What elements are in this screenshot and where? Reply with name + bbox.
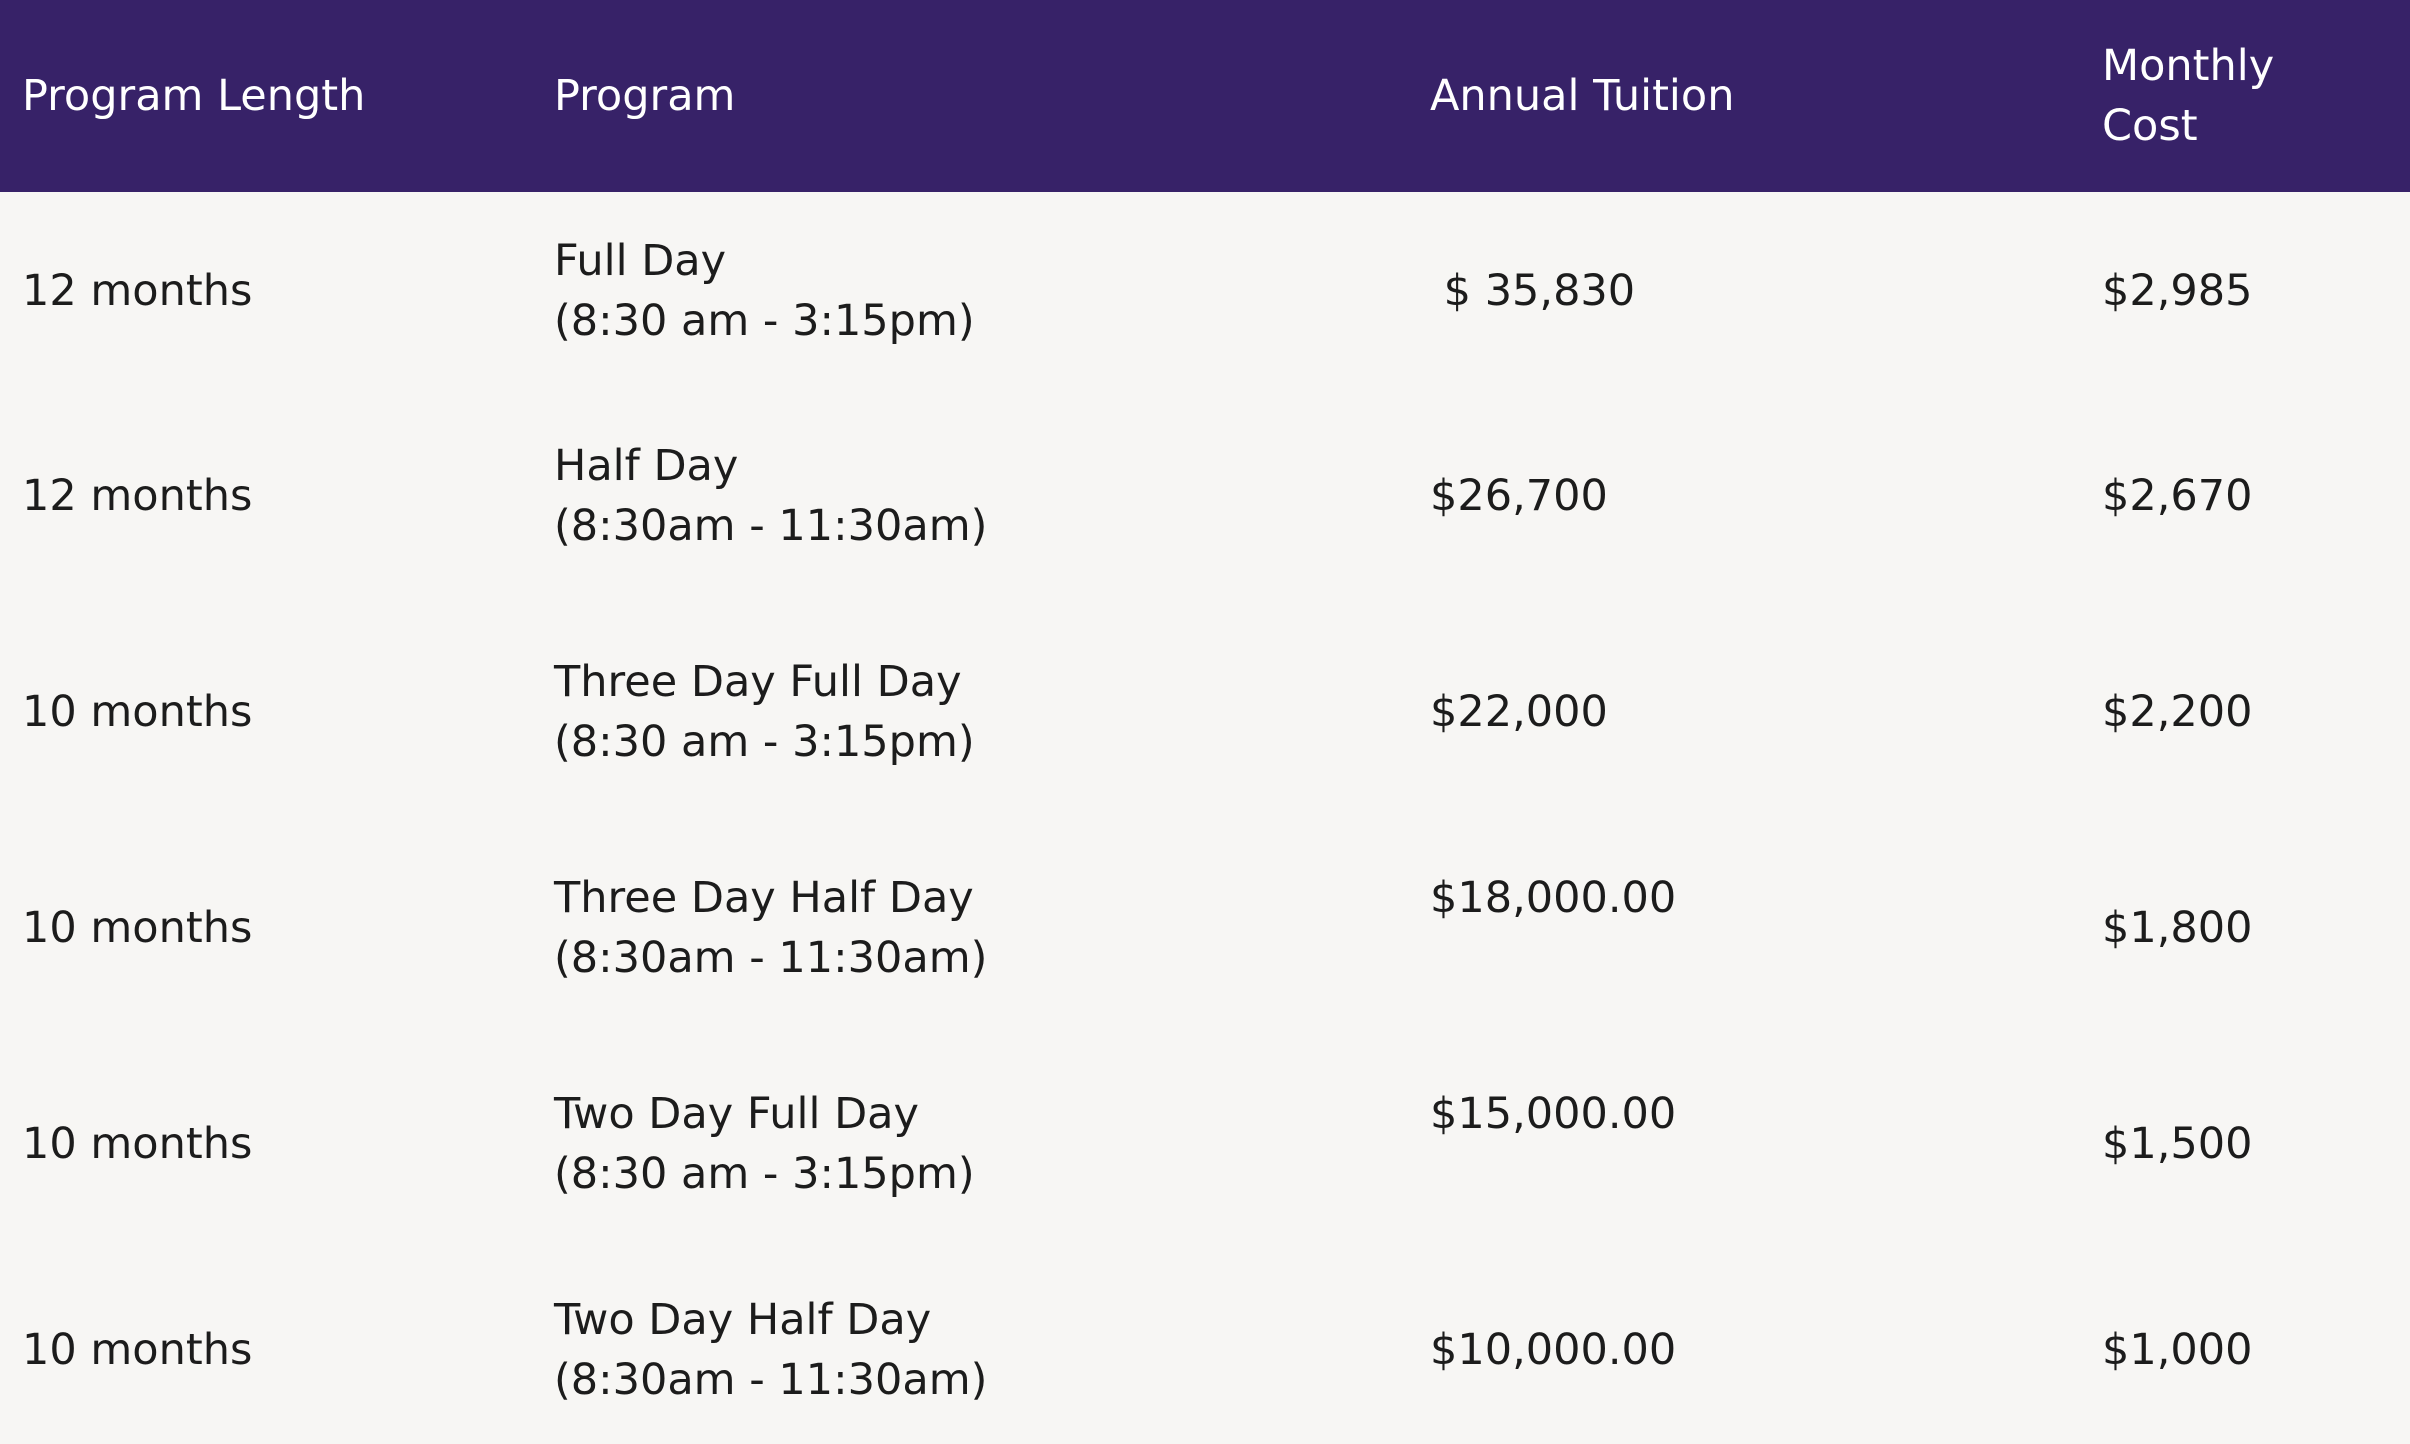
cell-program-length: 10 months [22, 687, 253, 737]
cell-annual-tuition: $ 35,830 [1430, 266, 1636, 316]
cell-monthly-cost: $1,500 [2102, 1119, 2253, 1169]
program-hours: (8:30am - 11:30am) [554, 501, 988, 551]
header-program-length: Program Length [22, 71, 366, 121]
cell-annual-tuition: $22,000 [1430, 687, 1608, 737]
cell-program-length: 12 months [22, 471, 253, 521]
header-annual-tuition: Annual Tuition [1430, 71, 1735, 121]
cell-program [554, 231, 975, 351]
program-name: Half Day [554, 441, 739, 491]
program-name: Full Day [554, 236, 727, 286]
program-hours: (8:30 am - 3:15pm) [554, 1149, 975, 1199]
cell-annual-tuition: $15,000.00 [1430, 1089, 1677, 1139]
program-hours: (8:30am - 11:30am) [554, 933, 988, 983]
cell-monthly-cost: $1,800 [2102, 903, 2253, 953]
cell-program-length: 10 months [22, 1325, 253, 1375]
header-program: Program [554, 71, 736, 121]
header-monthly-cost-line1: Monthly [2102, 41, 2275, 91]
program-hours: (8:30 am - 3:15pm) [554, 717, 975, 767]
cell-program-length: 12 months [22, 266, 253, 316]
cell-program [554, 1084, 975, 1204]
cell-monthly-cost: $2,200 [2102, 687, 2253, 737]
cell-program [554, 436, 987, 556]
cell-program [554, 868, 987, 988]
cell-program-length: 10 months [22, 1119, 253, 1169]
cell-monthly-cost: $2,670 [2102, 471, 2253, 521]
program-name: Two Day Full Day [554, 1089, 919, 1139]
program-hours: (8:30am - 11:30am) [554, 1355, 988, 1405]
cell-monthly-cost: $2,985 [2102, 266, 2253, 316]
program-name: Three Day Full Day [554, 657, 962, 707]
program-hours: (8:30 am - 3:15pm) [554, 296, 975, 346]
header-monthly-cost-line2: Cost [2102, 101, 2198, 151]
cell-annual-tuition: $18,000.00 [1430, 873, 1677, 923]
cell-monthly-cost: $1,000 [2102, 1325, 2253, 1375]
cell-program-length: 10 months [22, 903, 253, 953]
cell-program [554, 1290, 987, 1410]
header-monthly-cost [2102, 36, 2274, 156]
program-name: Two Day Half Day [554, 1295, 932, 1345]
cell-program [554, 652, 975, 772]
program-name: Three Day Half Day [554, 873, 974, 923]
cell-annual-tuition: $26,700 [1430, 471, 1608, 521]
cell-annual-tuition: $10,000.00 [1430, 1325, 1677, 1375]
